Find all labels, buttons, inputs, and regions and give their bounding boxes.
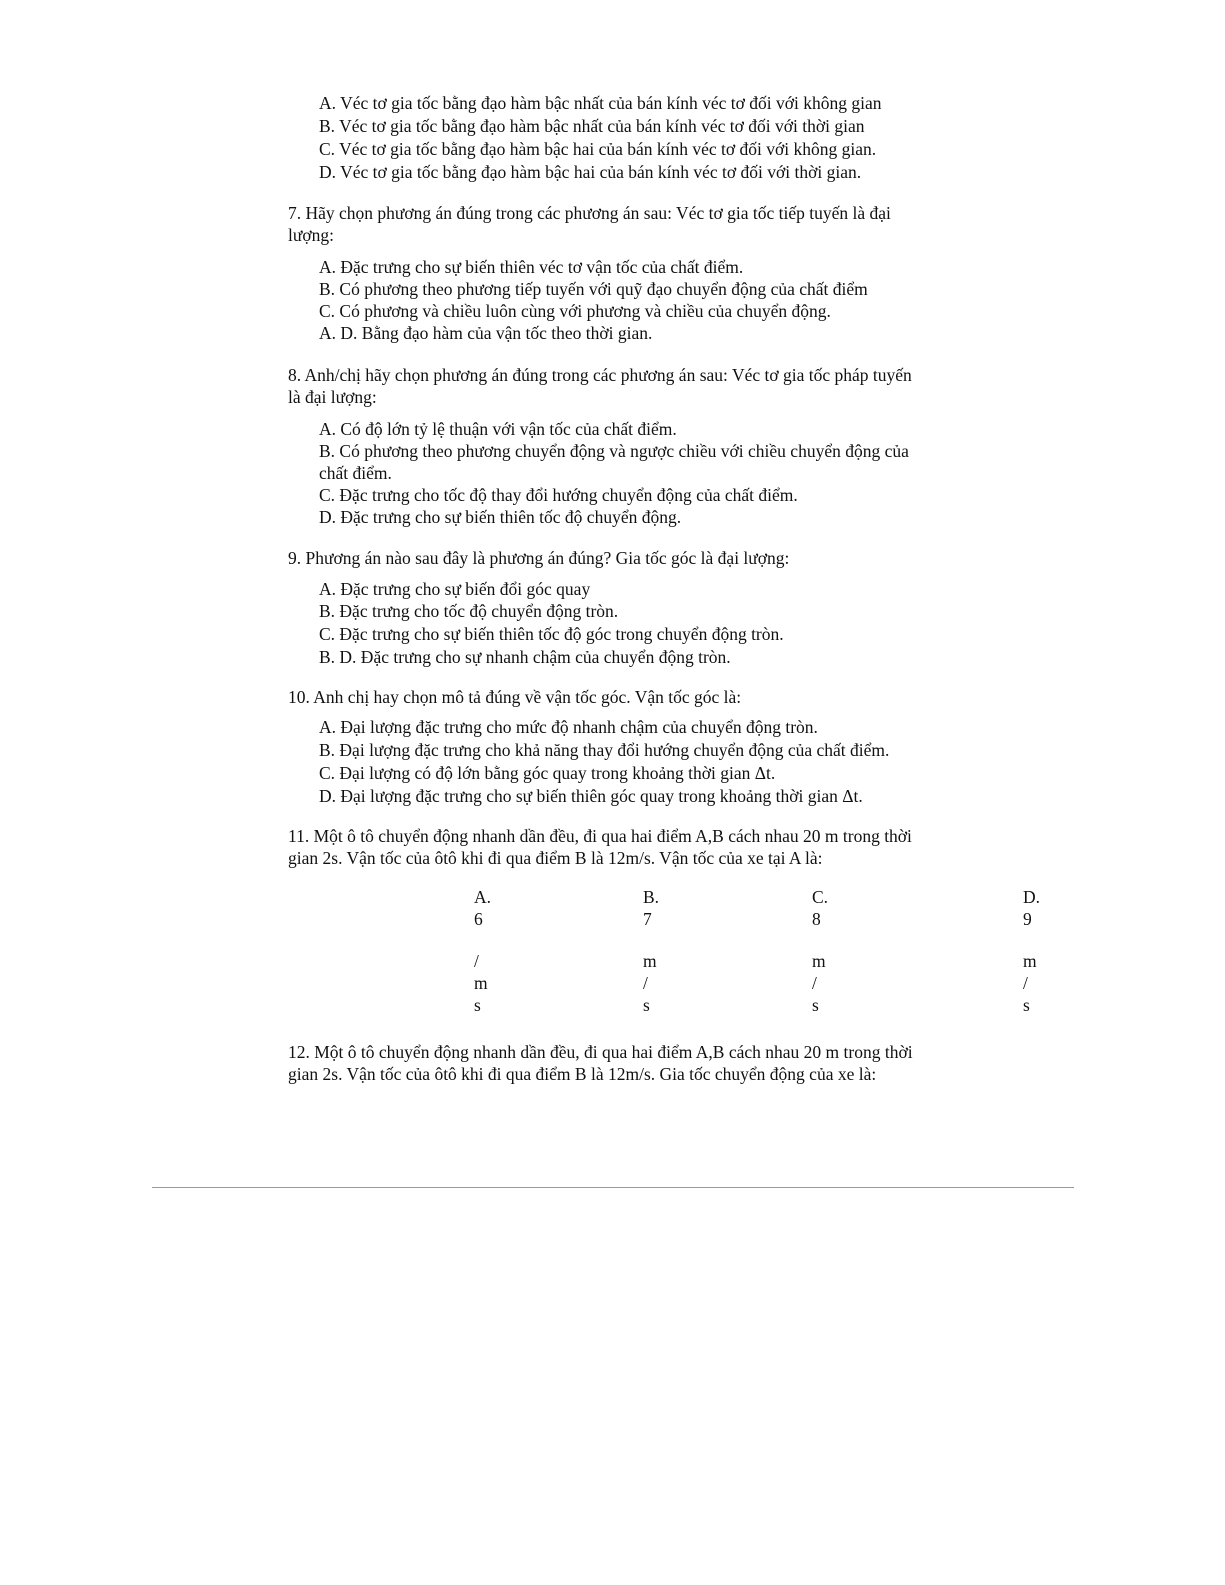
q7-option-a: A. Đặc trưng cho sự biến thiên véc tơ vận tốc của chất điểm. [319, 257, 744, 277]
q11-answer-c-unit-2: / [812, 973, 817, 993]
q10-stem: 10. Anh chị hay chọn mô tả đúng về vận tốc góc. Vận tốc góc là: [288, 687, 742, 707]
q11-answer-d-value: 9 [1023, 909, 1032, 929]
q11-answer-c-unit-1: m [812, 951, 826, 971]
q11-answer-d-unit-3: s [1023, 995, 1030, 1015]
q9-option-d: B. D. Đặc trưng cho sự nhanh chậm của chuyển động tròn. [319, 647, 731, 667]
q11-answer-d-unit-2: / [1023, 973, 1028, 993]
q11-answer-b-unit-2: / [643, 973, 648, 993]
q7-option-d: A. D. Bằng đạo hàm của vận tốc theo thời gian. [319, 323, 653, 343]
q7-stem-line-2: lượng: [288, 225, 334, 245]
q11-answer-d-letter: D. [1023, 887, 1041, 907]
q11-answer-a-value: 6 [474, 909, 483, 929]
q11-answer-c-unit-3: s [812, 995, 819, 1015]
q11-answer-a-unit-1: / [474, 951, 479, 971]
q10-option-b: B. Đại lượng đặc trưng cho khả năng thay đổi hướng chuyển động của chất điểm. [319, 740, 890, 760]
q11-stem-line-2: gian 2s. Vận tốc của ôtô khi đi qua điểm B là 12m/s. Vận tốc của xe tại A là: [288, 848, 823, 868]
q8-option-b-cont: chất điểm. [319, 463, 392, 483]
q11-answer-b-unit-1: m [643, 951, 657, 971]
q11-stem-line-1: 11. Một ô tô chuyển động nhanh dần đều, đi qua hai điểm A,B cách nhau 20 m trong thời [288, 826, 912, 846]
q8-stem-line-2: là đại lượng: [288, 387, 377, 407]
q7-option-b: B. Có phương theo phương tiếp tuyến với quỹ đạo chuyển động của chất điểm [319, 279, 868, 299]
q6-option-b: B. Véc tơ gia tốc bằng đạo hàm bậc nhất của bán kính véc tơ đối với thời gian [319, 116, 865, 136]
q8-option-c: C. Đặc trưng cho tốc độ thay đổi hướng chuyển động của chất điểm. [319, 485, 798, 505]
page-divider [152, 1187, 1074, 1188]
q8-option-b: B. Có phương theo phương chuyển động và ngược chiều với chiều chuyển động của [319, 441, 909, 461]
q11-answer-a-letter: A. [474, 887, 492, 907]
q12-stem-line-2: gian 2s. Vận tốc của ôtô khi đi qua điểm B là 12m/s. Gia tốc chuyển động của xe là: [288, 1064, 877, 1084]
q7-stem-line-1: 7. Hãy chọn phương án đúng trong các phương án sau: Véc tơ gia tốc tiếp tuyến là đại [288, 203, 891, 223]
q6-option-d: D. Véc tơ gia tốc bằng đạo hàm bậc hai của bán kính véc tơ đối với thời gian. [319, 162, 862, 182]
q8-option-a: A. Có độ lớn tỷ lệ thuận với vận tốc của chất điểm. [319, 419, 677, 439]
q10-option-c: C. Đại lượng có độ lớn bằng góc quay trong khoảng thời gian Δt. [319, 763, 776, 783]
q6-option-a: A. Véc tơ gia tốc bằng đạo hàm bậc nhất của bán kính véc tơ đối với không gian [319, 93, 882, 113]
q12-stem-line-1: 12. Một ô tô chuyển động nhanh dần đều, đi qua hai điểm A,B cách nhau 20 m trong thời [288, 1042, 913, 1062]
q9-option-c: C. Đặc trưng cho sự biến thiên tốc độ góc trong chuyển động tròn. [319, 624, 784, 644]
q7-option-c: C. Có phương và chiều luôn cùng với phương và chiều của chuyển động. [319, 301, 831, 321]
q11-answer-a-unit-2: m [474, 973, 488, 993]
q10-option-d: D. Đại lượng đặc trưng cho sự biến thiên góc quay trong khoảng thời gian Δt. [319, 786, 863, 806]
q10-option-a: A. Đại lượng đặc trưng cho mức độ nhanh chậm của chuyển động tròn. [319, 717, 818, 737]
q11-answer-a-unit-3: s [474, 995, 481, 1015]
q11-answer-b-letter: B. [643, 887, 660, 907]
q6-option-c: C. Véc tơ gia tốc bằng đạo hàm bậc hai của bán kính véc tơ đối với không gian. [319, 139, 877, 159]
q11-answer-c-letter: C. [812, 887, 829, 907]
q8-stem-line-1: 8. Anh/chị hãy chọn phương án đúng trong các phương án sau: Véc tơ gia tốc pháp tuyến [288, 365, 912, 385]
q9-option-a: A. Đặc trưng cho sự biến đổi góc quay [319, 579, 591, 599]
q9-stem: 9. Phương án nào sau đây là phương án đúng? Gia tốc góc là đại lượng: [288, 548, 790, 568]
q8-option-d: D. Đặc trưng cho sự biến thiên tốc độ chuyển động. [319, 507, 682, 527]
q11-answer-b-value: 7 [643, 909, 652, 929]
q11-answer-d-unit-1: m [1023, 951, 1037, 971]
q11-answer-c-value: 8 [812, 909, 821, 929]
q11-answer-b-unit-3: s [643, 995, 650, 1015]
q9-option-b: B. Đặc trưng cho tốc độ chuyển động tròn. [319, 601, 619, 621]
